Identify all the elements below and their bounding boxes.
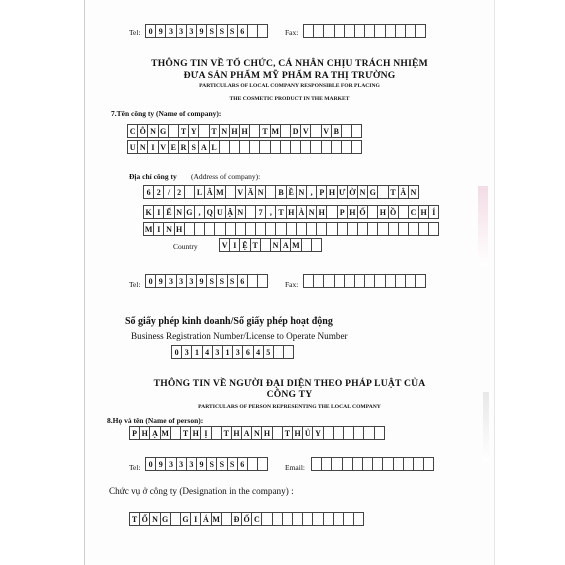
form-char-cell: Ạ xyxy=(149,426,160,440)
form-char-cell: G xyxy=(367,185,378,199)
email-label: Email: xyxy=(285,463,305,472)
form-char-cell: T xyxy=(178,124,189,138)
form-char-cell: H xyxy=(347,205,358,219)
form-char-cell: Ủ xyxy=(302,426,313,440)
form-char-cell xyxy=(415,24,426,38)
form-char-cell: 9 xyxy=(155,274,166,288)
form-char-cell: N xyxy=(357,185,368,199)
form-char-cell: Ị xyxy=(200,426,211,440)
person-name-label: 8.Họ và tên (Name of person): xyxy=(107,416,204,425)
form-char-cell: G xyxy=(184,205,195,219)
form-char-cell: Â xyxy=(398,185,409,199)
form-char-cell: Ă xyxy=(245,185,256,199)
form-char-cell: C xyxy=(408,205,419,219)
form-char-cell: B xyxy=(275,185,286,199)
form-char-cell: V xyxy=(219,238,230,252)
form-char-cell: H xyxy=(316,205,327,219)
form-char-cell: , xyxy=(306,185,317,199)
form-char-cell: Ố xyxy=(357,205,368,219)
form-char-cell: 9 xyxy=(196,24,207,38)
form-char-cell: Ư xyxy=(337,185,348,199)
section2-title-vi-1: THÔNG TIN VỀ NGƯỜI ĐẠI DIỆN THEO PHÁP LUẬT CỦA xyxy=(153,378,426,389)
section2-title-vi-2: CÔNG TY xyxy=(266,389,313,400)
form-char-cell: G xyxy=(160,512,171,526)
form-char-cell: 3 xyxy=(176,24,187,38)
form-char-cell: / xyxy=(163,185,174,199)
form-char-cell: L xyxy=(209,140,220,154)
section1-title-vi-1: THÔNG TIN VỀ TỔ CHỨC, CÁ NHÂN CHỊU TRÁCH NHIỆM xyxy=(151,58,428,69)
form-char-cell: , xyxy=(194,205,205,219)
form-char-cell: S xyxy=(206,24,217,38)
form-char-cell: I xyxy=(147,140,158,154)
form-char-cell: 9 xyxy=(196,457,207,471)
company-name-label: 7.Tên công ty (Name of company): xyxy=(111,109,222,118)
form-char-cell xyxy=(257,274,268,288)
form-char-cell: Ể xyxy=(163,205,174,219)
form-char-cell: 3 xyxy=(176,274,187,288)
form-char-cell: M xyxy=(290,238,301,252)
form-char-cell: A xyxy=(198,140,209,154)
form-char-cell: P xyxy=(129,426,140,440)
form-char-cell: 2 xyxy=(174,185,185,199)
form-char-cell: N xyxy=(174,205,185,219)
form-char-cell: H xyxy=(239,124,250,138)
tel-label-mid: Tel: xyxy=(129,280,141,289)
form-char-cell: 3 xyxy=(165,24,176,38)
form-char-cell xyxy=(311,238,322,252)
section1-title-vi-2: ĐƯA SẢN PHẨM MỸ PHẨM RA THỊ TRƯỜNG xyxy=(183,70,396,81)
form-char-cell: 5 xyxy=(263,345,274,359)
form-char-cell: B xyxy=(331,124,342,138)
person-name-field[interactable] xyxy=(129,426,385,440)
form-char-cell xyxy=(351,124,362,138)
form-char-cell: H xyxy=(261,426,272,440)
form-char-cell: V xyxy=(321,124,332,138)
form-char-cell xyxy=(415,274,426,288)
form-char-cell: 3 xyxy=(186,24,197,38)
form-char-cell: H xyxy=(174,222,185,236)
form-char-cell: 6 xyxy=(237,274,248,288)
tel-field-bottom[interactable] xyxy=(145,457,268,471)
form-char-cell: S xyxy=(227,457,238,471)
form-char-cell: S xyxy=(216,24,227,38)
form-char-cell: À xyxy=(296,205,307,219)
form-char-cell xyxy=(428,222,439,236)
company-name-row-1[interactable] xyxy=(127,124,362,138)
form-char-cell: H xyxy=(231,426,242,440)
form-char-cell: S xyxy=(216,274,227,288)
form-char-cell: H xyxy=(292,426,303,440)
form-char-cell xyxy=(351,140,362,154)
form-char-cell: I xyxy=(153,205,164,219)
address-label-en: (Address of company): xyxy=(191,172,261,181)
country-label: Country xyxy=(173,242,198,251)
form-char-cell: S xyxy=(206,457,217,471)
form-char-cell: Đ xyxy=(231,512,242,526)
form-char-cell: I xyxy=(153,222,164,236)
form-char-cell: R xyxy=(178,140,189,154)
form-char-cell: H xyxy=(190,426,201,440)
form-char-cell: N xyxy=(163,222,174,236)
form-char-cell: S xyxy=(216,457,227,471)
form-char-cell: 1 xyxy=(222,345,233,359)
form-char-cell: N xyxy=(251,426,262,440)
form-char-cell: T xyxy=(259,124,270,138)
form-char-cell: D xyxy=(290,124,301,138)
form-char-cell: Y xyxy=(312,426,323,440)
form-char-cell: N xyxy=(137,140,148,154)
form-char-cell: V xyxy=(158,140,169,154)
form-char-cell: 3 xyxy=(165,457,176,471)
form-char-cell: 9 xyxy=(155,457,166,471)
form-char-cell: C xyxy=(251,512,262,526)
form-char-cell: G xyxy=(158,124,169,138)
form-char-cell: E xyxy=(168,140,179,154)
form-char-cell: P xyxy=(337,205,348,219)
license-title-en: Business Registration Number/License to Operate Number xyxy=(131,331,348,341)
form-char-cell: 0 xyxy=(145,274,156,288)
form-char-cell: C xyxy=(127,124,138,138)
form-char-cell: H xyxy=(229,124,240,138)
form-char-cell: 3 xyxy=(181,345,192,359)
form-char-cell: 9 xyxy=(196,274,207,288)
form-char-cell: N xyxy=(219,124,230,138)
form-char-cell xyxy=(283,345,294,359)
form-char-cell: T xyxy=(129,512,140,526)
form-char-cell: Ề xyxy=(286,185,297,199)
form-char-cell: P xyxy=(316,185,327,199)
form-char-cell: I xyxy=(229,238,240,252)
email-field[interactable] xyxy=(311,457,434,471)
form-char-cell: Ệ xyxy=(239,238,250,252)
form-char-cell: S xyxy=(227,274,238,288)
form-char-cell: 3 xyxy=(212,345,223,359)
form-char-cell: H xyxy=(286,205,297,219)
form-char-cell: M xyxy=(214,185,225,199)
form-char-cell: H xyxy=(326,185,337,199)
form-char-cell: Ờ xyxy=(347,185,358,199)
background-mark-lower xyxy=(483,392,489,462)
form-char-cell: T xyxy=(275,205,286,219)
form-char-cell: T xyxy=(180,426,191,440)
form-char-cell: T xyxy=(221,426,232,440)
section2-title-en: PARTICULARS OF PERSON REPRESENTING THE LOCAL COMPANY xyxy=(198,404,381,410)
form-char-cell: T xyxy=(388,185,399,199)
fax-field-mid[interactable] xyxy=(303,274,426,288)
section1-title-en-1: PARTICULARS OF LOCAL COMPANY RESPONSIBLE FOR PLACING xyxy=(199,83,380,89)
form-char-cell: H xyxy=(418,205,429,219)
form-char-cell: 2 xyxy=(153,185,164,199)
form-char-cell: U xyxy=(127,140,138,154)
form-char-cell: , xyxy=(265,205,276,219)
form-char-cell: Q xyxy=(204,205,215,219)
form-char-cell: 0 xyxy=(171,345,182,359)
tel-label-top: Tel: xyxy=(129,28,141,37)
background-stamp-mark-upper xyxy=(478,186,488,266)
address-label-vi: Địa chỉ công ty xyxy=(129,172,177,181)
fax-label-top: Fax: xyxy=(285,28,299,37)
form-char-cell: N xyxy=(149,512,160,526)
form-char-cell xyxy=(257,24,268,38)
form-char-cell: U xyxy=(214,205,225,219)
form-char-cell: Ố xyxy=(241,512,252,526)
form-char-cell: S xyxy=(227,24,238,38)
form-char-cell: 3 xyxy=(165,274,176,288)
form-char-cell: V xyxy=(235,185,246,199)
form-char-cell: Ổ xyxy=(139,512,150,526)
form-char-cell: 6 xyxy=(143,185,154,199)
form-char-cell: 0 xyxy=(145,457,156,471)
tel-field-top[interactable] xyxy=(145,24,268,38)
designation-label: Chức vụ ở công ty (Designation in the company) : xyxy=(109,486,294,496)
form-char-cell: M xyxy=(143,222,154,236)
form-char-cell: Y xyxy=(188,124,199,138)
fax-field-top[interactable] xyxy=(303,24,426,38)
form-char-cell: K xyxy=(143,205,154,219)
form-char-cell: A xyxy=(280,238,291,252)
form-char-cell: N xyxy=(408,185,419,199)
section1-title-en-2: THE COSMETIC PRODUCT IN THE MARKET xyxy=(229,96,350,102)
form-char-cell: S xyxy=(188,140,199,154)
form-char-cell: 6 xyxy=(242,345,253,359)
form-char-cell: N xyxy=(235,205,246,219)
form-char-cell: A xyxy=(241,426,252,440)
form-char-cell: N xyxy=(270,238,281,252)
form-char-cell: 3 xyxy=(176,457,187,471)
form-char-cell: 3 xyxy=(186,457,197,471)
form-char-cell: S xyxy=(206,274,217,288)
form-char-cell: Ậ xyxy=(225,205,236,219)
fax-label-mid: Fax: xyxy=(285,280,299,289)
form-char-cell: Â xyxy=(204,185,215,199)
form-char-cell xyxy=(423,457,434,471)
form-char-cell: H xyxy=(139,426,150,440)
form-char-cell: 6 xyxy=(237,24,248,38)
form-char-cell: Ô xyxy=(137,124,148,138)
form-char-cell: 6 xyxy=(237,457,248,471)
form-char-cell: N xyxy=(255,185,266,199)
form-char-cell: 4 xyxy=(202,345,213,359)
form-char-cell: Á xyxy=(200,512,211,526)
form-char-cell: 9 xyxy=(155,24,166,38)
form-char-cell: M xyxy=(211,512,222,526)
address-row-3[interactable] xyxy=(143,222,439,236)
address-row-1[interactable] xyxy=(143,185,419,199)
form-char-cell: G xyxy=(180,512,191,526)
form-char-cell: 1 xyxy=(191,345,202,359)
form-char-cell: H xyxy=(377,205,388,219)
form-char-cell: 7 xyxy=(255,205,266,219)
form-char-cell: N xyxy=(306,205,317,219)
form-char-cell xyxy=(257,457,268,471)
form-char-cell: I xyxy=(190,512,201,526)
tel-field-mid[interactable] xyxy=(145,274,268,288)
form-page xyxy=(84,0,495,565)
form-char-cell: L xyxy=(194,185,205,199)
license-number-field[interactable] xyxy=(171,345,294,359)
form-char-cell: 3 xyxy=(232,345,243,359)
form-char-cell: Ồ xyxy=(388,205,399,219)
company-name-row-2[interactable] xyxy=(127,140,362,154)
form-char-cell: 0 xyxy=(145,24,156,38)
tel-label-bottom: Tel: xyxy=(129,463,141,472)
form-char-cell: 4 xyxy=(253,345,264,359)
form-char-cell: Í xyxy=(428,205,439,219)
form-char-cell: M xyxy=(160,426,171,440)
designation-field[interactable] xyxy=(129,512,364,526)
form-char-cell: M xyxy=(270,124,281,138)
form-char-cell: T xyxy=(250,238,261,252)
form-char-cell: N xyxy=(147,124,158,138)
country-field[interactable] xyxy=(219,238,322,252)
form-char-cell: T xyxy=(282,426,293,440)
form-char-cell: 3 xyxy=(186,274,197,288)
address-row-2[interactable] xyxy=(143,205,439,219)
license-title-vi: Số giấy phép kinh doanh/Số giấy phép hoạt động xyxy=(125,316,333,327)
form-char-cell xyxy=(353,512,364,526)
form-char-cell: V xyxy=(300,124,311,138)
form-char-cell xyxy=(374,426,385,440)
form-char-cell: T xyxy=(209,124,220,138)
form-char-cell: N xyxy=(296,185,307,199)
